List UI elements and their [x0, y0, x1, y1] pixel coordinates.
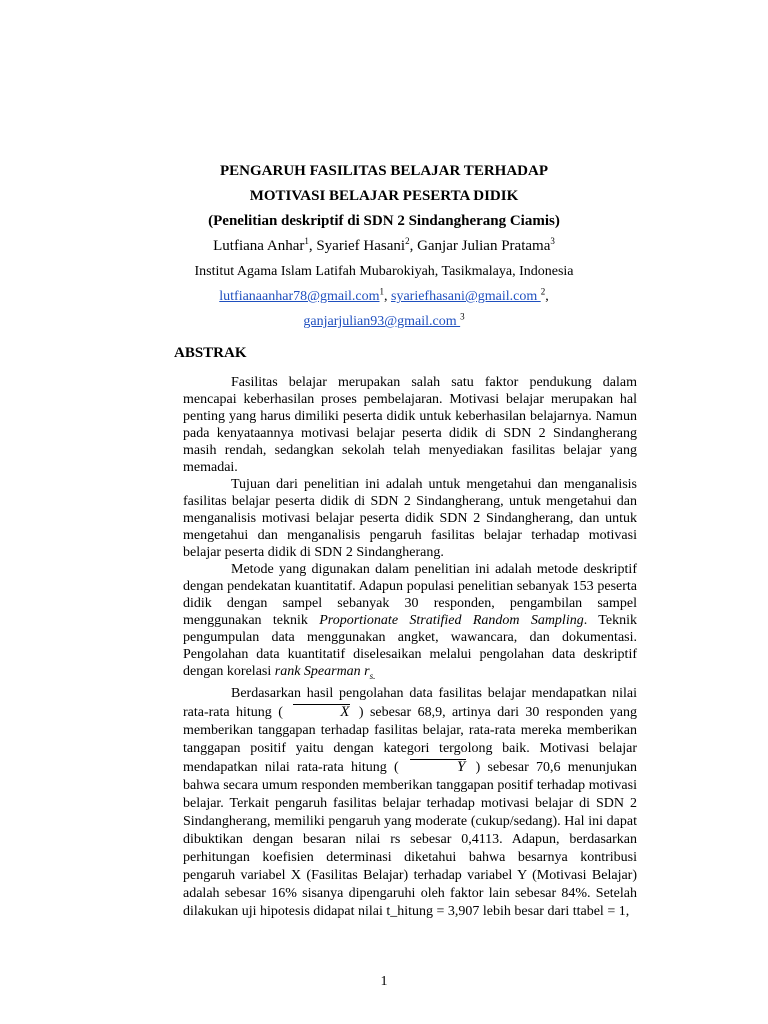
page-number: 1: [380, 974, 388, 989]
email-superscript: 3: [460, 311, 465, 322]
email-line-1: [0, 286, 768, 305]
email-superscript: 1: [379, 286, 384, 297]
author-superscript: 3: [550, 236, 555, 246]
email-link[interactable]: lutfianaanhar78@gmail.com: [219, 289, 380, 304]
text-run: Berdasarkan hasil pengolahan data fasilitas belajar mendapatkan nilai rata-rata hitung (: [183, 685, 637, 720]
author-name: Syarief Hasani: [316, 238, 406, 254]
separator: ,: [545, 289, 549, 304]
separator: ,: [308, 238, 317, 254]
abstract-paragraph-2: Tujuan dari penelitian ini adalah untuk mengetahui dan menganalisis fasilitas belajar peserta didik di SDN 2 Sindangherang, untuk mengetahui dan menganalisis motivasi belajar peserta didik SDN 2 Sindangherang, dan untuk mengetahui dan menganalisis pengaruh fasilitas belajar terhadap motivasi belajar peserta didik di SDN 2 Sindangherang.: [183, 477, 637, 560]
affiliation: Institut Agama Islam Latifah Mubarokiyah, Tasikmalaya, Indonesia: [194, 264, 574, 279]
author-name: Lutfiana Anhar: [213, 238, 305, 254]
email-superscript: 2: [540, 286, 546, 297]
abstract-body: [183, 374, 637, 921]
abstract-paragraph-4: [183, 685, 637, 921]
author-superscript: 1: [304, 236, 309, 246]
text-run: Metode yang digunakan dalam penelitian ini adalah metode deskriptif dengan pendekatan kuantitatif. Adapun populasi penelitian sebanyak 153 peserta didik dengan sampel sebanyak 30 responden, pengambilan sampel menggunakan teknik: [183, 562, 637, 628]
author-name: Ganjar Julian Pratama: [417, 238, 551, 254]
separator: ,: [384, 289, 391, 304]
text-run: . Teknik pengumpulan data menggunakan angket, wawancara, dan dokumentasi. Pengolahan data kuantitatif diselesaikan melalui pengolahan data deskriptif dengan korelasi: [183, 613, 637, 679]
author-list: [0, 238, 768, 255]
subscript: s.: [369, 670, 376, 681]
paper-title-line-2: MOTIVASI BELAJAR PESERTA DIDIK: [249, 188, 519, 204]
email-link[interactable]: syariefhasani@gmail.com: [391, 289, 541, 304]
x-bar-symbol: X: [289, 703, 352, 721]
abstract-paragraph-3: [183, 561, 637, 685]
author-superscript: 2: [405, 236, 410, 246]
abstract-heading: ABSTRAK: [174, 345, 247, 361]
italic-term: rank Spearman r: [274, 664, 370, 679]
y-bar-symbol: Y: [406, 758, 468, 776]
paper-subtitle: (Penelitian deskriptif di SDN 2 Sindangherang Ciamis): [208, 213, 560, 229]
text-run: ) sebesar 70,6 menunjukan bahwa secara umum responden memberikan tanggapan positif terhadap motivasi belajar. Terkait pengaruh fasilitas belajar terhadap motivasi belajar di SDN 2 Sindangherang, memiliki pengaruh yang moderate (cukup/sedang). Hal ini dapat dibuktikan dengan besaran nilai rs sebesar 0,4113. Adapun, berdasarkan perhitungan koefisien determinasi diketahui bahwa besarnya kontribusi pengaruh variabel X (Fasilitas Belajar) terhadap variabel Y (Motivasi Belajar) adalah sebesar 16% sisanya dipengaruhi oleh faktor lain sebesar 84%. Setelah dilakukan uji hipotesis didapat nilai t_hitung = 3,907 lebih besar dari ttabel = 1,: [183, 759, 637, 919]
email-line-2: [0, 311, 768, 330]
abstract-paragraph-1: Fasilitas belajar merupakan salah satu faktor pendukung dalam mencapai keberhasilan proses pembelajaran. Motivasi belajar merupakan hal penting yang harus dimiliki peserta didik untuk keberhasilan belajarnya. Namun pada kenyataannya motivasi belajar peserta didik di SDN 2 Sindangherang masih rendah, sedangkan sekolah telah menyediakan fasilitas belajar yang memadai.: [183, 375, 637, 475]
separator: ,: [409, 238, 418, 254]
paper-title-line-1: PENGARUH FASILITAS BELAJAR TERHADAP: [220, 163, 548, 179]
email-link[interactable]: ganjarjulian93@gmail.com: [303, 314, 461, 329]
italic-term: Proportionate Stratified Random Sampling: [319, 613, 584, 628]
text-run: ) sebesar 68,9, artinya dari 30 responden yang memberikan tanggapan terhadap fasilitas belajar, rata-rata mereka memberikan tanggapan positif yaitu dengan kategori tergolong baik. Motivasi belajar mendapatkan nilai rata-rata hitung (: [183, 704, 638, 775]
